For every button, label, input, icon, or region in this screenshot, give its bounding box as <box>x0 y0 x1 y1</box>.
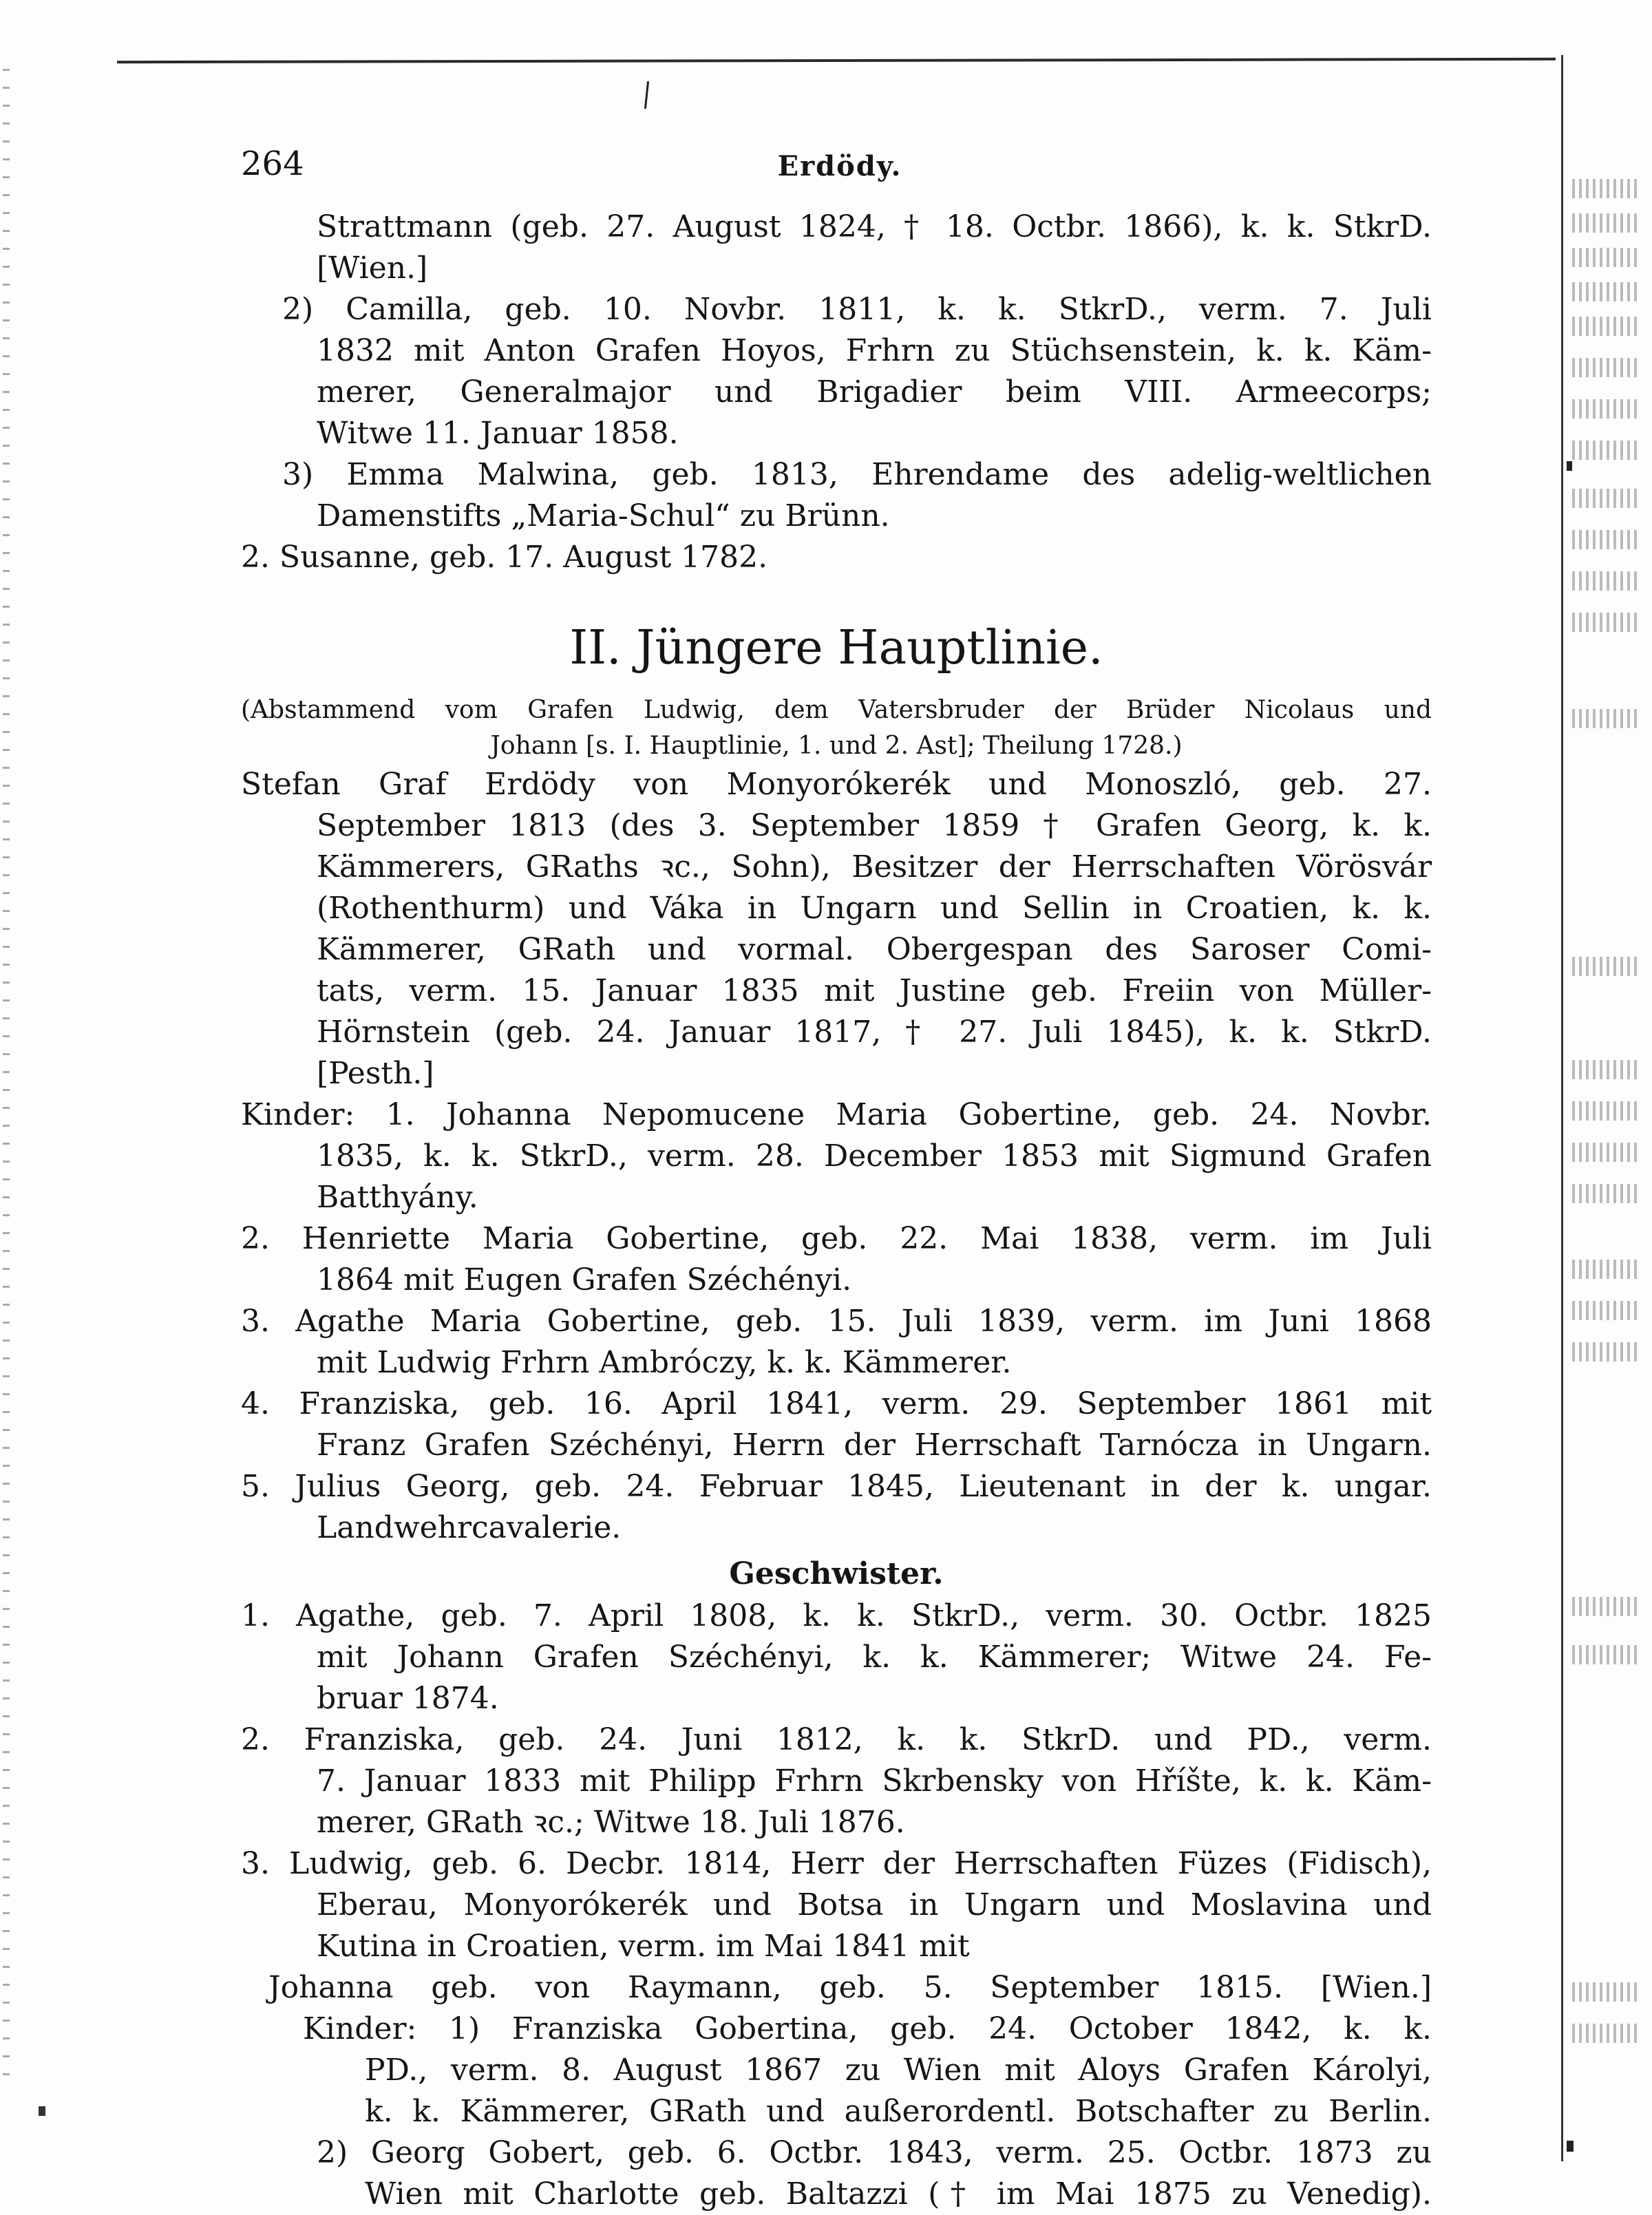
text-line: 2) Georg Gobert, geb. 6. Octbr. 1843, verm. 25. Octbr. 1873 zu <box>317 2135 1432 2170</box>
text-line: September 1813 (des 3. September 1859 † Grafen Georg, k. k. <box>317 808 1432 843</box>
text-line: Kinder: 1. Johanna Nepomucene Maria Gobertine, geb. 24. Novbr. <box>241 1097 1432 1132</box>
text-line: [Wien.] <box>317 251 428 286</box>
running-title: Erdödy. <box>777 150 902 182</box>
text-line: [Pesth.] <box>317 1056 434 1091</box>
text-line: Kämmerers, GRaths ꝛc., Sohn), Besitzer der Herrschaften Vörösvár <box>317 849 1432 884</box>
top-rule <box>117 58 1556 63</box>
text-line: mit Johann Grafen Széchényi, k. k. Kämmerer; Witwe 24. Fe- <box>317 1640 1432 1675</box>
spacer <box>241 578 1432 602</box>
bleed-text <box>1572 248 1638 267</box>
text-line: 1864 mit Eugen Grafen Széchényi. <box>317 1262 852 1297</box>
text-line: Stefan Graf Erdödy von Monyorókerék und Monoszló, geb. 27. <box>241 767 1432 802</box>
bleed-text <box>1572 530 1638 549</box>
page-header <box>241 145 1439 193</box>
bleed-text <box>1572 1260 1638 1279</box>
text-line: Kutina in Croatien, verm. im Mai 1841 mit <box>317 1929 970 1964</box>
text-line: (Rothenthurm) und Váka in Ungarn und Sellin in Croatien, k. k. <box>317 891 1432 926</box>
corner-mark <box>39 2106 45 2116</box>
bleed-mark <box>1567 2141 1574 2152</box>
text-line: 1835, k. k. StkrD., verm. 28. December 1853 mit Sigmund Grafen <box>317 1138 1432 1174</box>
text-line: 1832 mit Anton Grafen Hoyos, Frhrn zu Stüchsenstein, k. k. Käm- <box>317 333 1432 368</box>
text-line: Strattmann (geb. 27. August 1824, † 18. Octbr. 1866), k. k. StkrD. <box>317 209 1432 244</box>
section-heading: II. Jüngere Hauptlinie. <box>569 621 1103 675</box>
text-line: 4. Franziska, geb. 16. April 1841, verm. 29. September 1861 mit <box>241 1386 1432 1421</box>
bleed-text <box>1572 1645 1638 1664</box>
text-line: 3) Emma Malwina, geb. 1813, Ehrendame des adelig-weltlichen <box>282 457 1432 492</box>
text-line: merer, GRath ꝛc.; Witwe 18. Juli 1876. <box>317 1805 905 1840</box>
text-line: Eberau, Monyorókerék und Botsa in Ungarn und Moslavina und <box>317 1887 1432 1922</box>
text-line: PD., verm. 8. August 1867 zu Wien mit Aloys Grafen Károlyi, <box>365 2053 1432 2088</box>
text-line: merer, Generalmajor und Brigadier beim VIII. Armeecorps; <box>317 374 1432 410</box>
text-line: bruar 1874. <box>317 1681 499 1716</box>
bleed-text <box>1572 1101 1638 1121</box>
bleed-text <box>1572 399 1638 418</box>
page-body <box>241 206 1432 2215</box>
bleed-text <box>1572 1143 1638 1162</box>
adjacent-page-fragment <box>1567 165 1652 2161</box>
bleed-text <box>1572 571 1638 591</box>
bleed-text <box>1572 1982 1638 2002</box>
text-line: 7. Januar 1833 mit Philipp Frhrn Skrbensky von Hříšte, k. k. Käm- <box>317 1763 1432 1799</box>
text-line: 3. Ludwig, geb. 6. Decbr. 1814, Herr der Herrschaften Füzes (Fidisch), <box>241 1846 1432 1881</box>
text-line: k. k. Kämmerer, GRath und außerordentl. Botschafter zu Berlin. <box>365 2094 1432 2129</box>
pencil-mark <box>644 81 649 109</box>
bleed-text <box>1572 2024 1638 2043</box>
text-line: 3. Agathe Maria Gobertine, geb. 15. Juli 1839, verm. im Juni 1868 <box>241 1304 1432 1339</box>
text-line: 2. Susanne, geb. 17. August 1782. <box>241 540 768 575</box>
bleed-text <box>1572 1184 1638 1203</box>
bleed-text <box>1572 489 1638 508</box>
text-line: Franz Grafen Széchényi, Herrn der Herrschaft Tarnócza in Ungarn. <box>317 1428 1432 1463</box>
bleed-text <box>1572 613 1638 632</box>
text-line: Hörnstein (geb. 24. Januar 1817, † 27. Juli 1845), k. k. StkrD. <box>317 1015 1432 1050</box>
bleed-text <box>1572 709 1638 728</box>
bleed-text <box>1572 1301 1638 1320</box>
bleed-text <box>1572 317 1638 336</box>
bleed-text <box>1572 441 1638 460</box>
text-line: Witwe 11. Januar 1858. <box>317 416 679 451</box>
bleed-text <box>1572 282 1638 301</box>
text-line: mit Ludwig Frhrn Ambróczy, k. k. Kämmerer. <box>317 1345 1012 1380</box>
text-line: Landwehrcavalerie. <box>317 1510 622 1545</box>
descent-note: Johann [s. I. Hauptlinie, 1. und 2. Ast]; Theilung 1728.) <box>490 732 1183 760</box>
text-line: Kämmerer, GRath und vormal. Obergespan des Saroser Comi- <box>317 932 1432 967</box>
text-line: 5. Julius Georg, geb. 24. Februar 1845, Lieutenant in der k. ungar. <box>241 1469 1432 1504</box>
bleed-text <box>1572 179 1638 198</box>
descent-note: (Abstammend vom Grafen Ludwig, dem Vatersbruder der Brüder Nicolaus und <box>241 696 1432 724</box>
text-line: 2) Camilla, geb. 10. Novbr. 1811, k. k. StkrD., verm. 7. Juli <box>282 292 1432 327</box>
text-line: 1. Agathe, geb. 7. April 1808, k. k. StkrD., verm. 30. Octbr. 1825 <box>241 1598 1432 1633</box>
text-line: Wien mit Charlotte geb. Baltazzi († im Mai 1875 zu Venedig). <box>365 2176 1432 2212</box>
text-line: Damenstifts „Maria-Schul“ zu Brünn. <box>317 498 890 533</box>
bleed-text <box>1572 1597 1638 1616</box>
binding-edge <box>3 69 10 2079</box>
text-line: 2. Franziska, geb. 24. Juni 1812, k. k. StkrD. und PD., verm. <box>241 1722 1432 1757</box>
bleed-mark <box>1567 461 1572 471</box>
bleed-text <box>1572 1342 1638 1361</box>
bleed-text <box>1572 1060 1638 1079</box>
bleed-text <box>1572 957 1638 976</box>
subsection-heading: Geschwister. <box>729 1556 944 1591</box>
text-line: Johanna geb. von Raymann, geb. 5. September 1815. [Wien.] <box>268 1970 1432 2005</box>
page-number: 264 <box>241 145 304 183</box>
page-edge <box>1561 55 1563 2161</box>
text-line: tats, verm. 15. Januar 1835 mit Justine geb. Freiin von Müller- <box>317 973 1432 1008</box>
text-line: 2. Henriette Maria Gobertine, geb. 22. Mai 1838, verm. im Juli <box>241 1221 1432 1256</box>
text-line: Batthyány. <box>317 1180 478 1215</box>
bleed-text <box>1572 358 1638 377</box>
bleed-text <box>1572 213 1638 233</box>
text-line: Kinder: 1) Franziska Gobertina, geb. 24. October 1842, k. k. <box>303 2011 1432 2046</box>
